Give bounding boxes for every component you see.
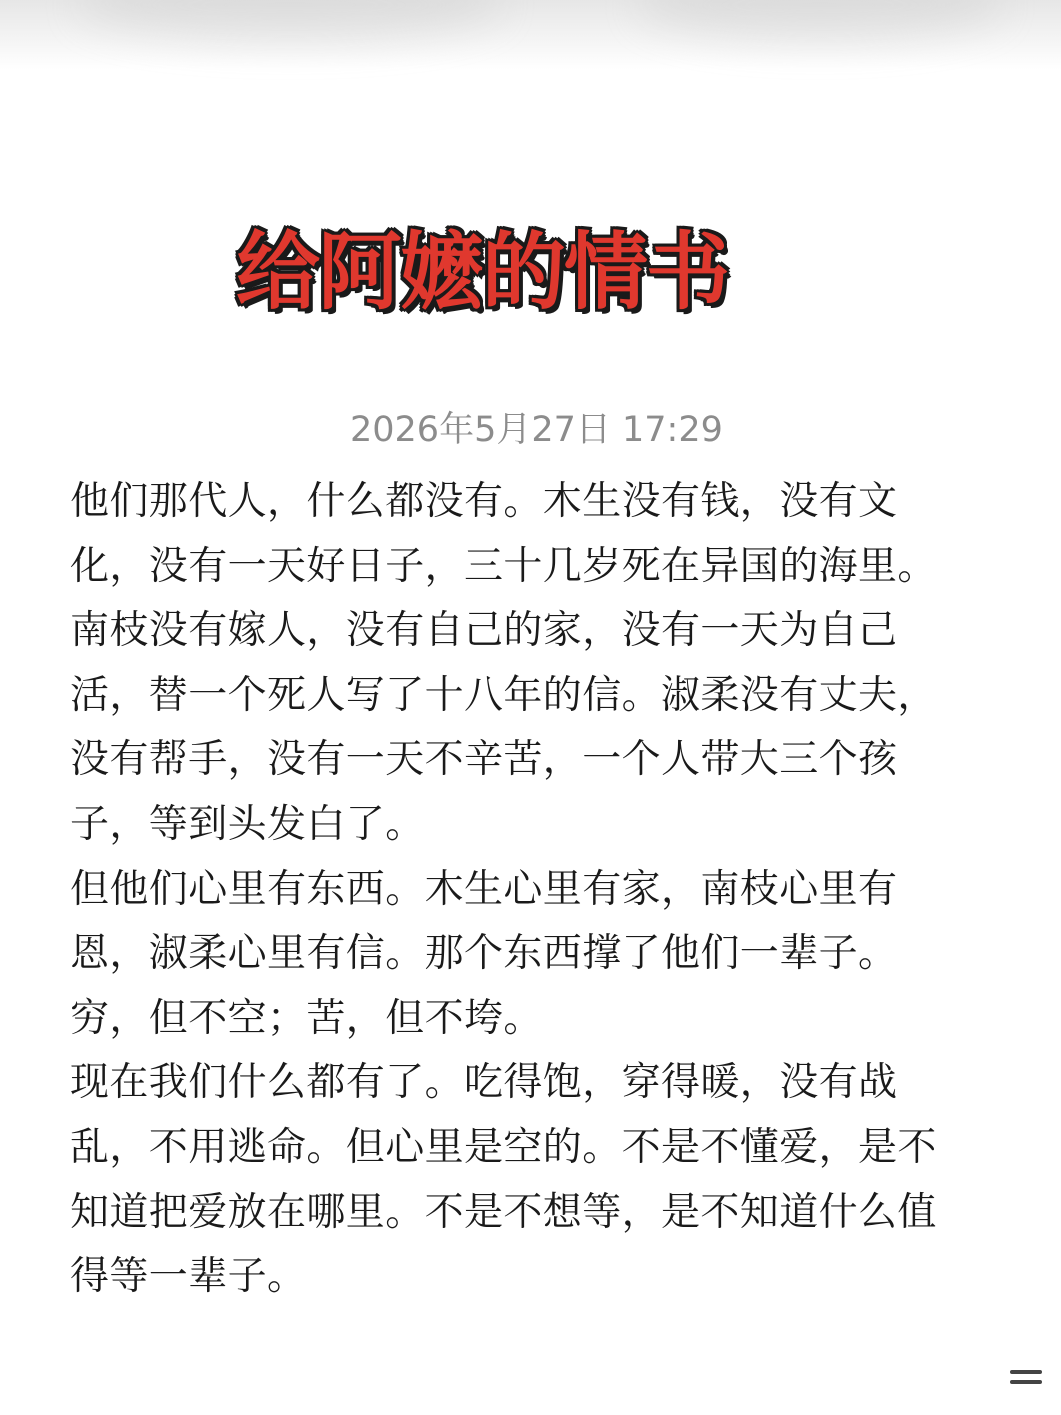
text-line: 化，没有一天好日子，三十几岁死在异国的海里。 (70, 543, 937, 589)
paragraph-3 (70, 1051, 990, 1309)
text-line: 得等一辈子。 (70, 1254, 307, 1300)
paragraph-2 (70, 858, 990, 1052)
text-line: 他们那代人，什么都没有。木生没有钱，没有文 (70, 479, 898, 524)
paragraph-1 (70, 470, 990, 858)
text-line: 现在我们什么都有了。吃得饱，穿得暖，没有战 (70, 1060, 898, 1106)
text-line: 活，替一个死人写了十八年的信。淑柔没有丈夫， (70, 672, 937, 718)
top-shadow (0, 0, 1061, 70)
post-timestamp: 2026年5月27日 17:29 (350, 410, 723, 450)
text-line: 恩，淑柔心里有信。那个东西撑了他们一辈子。 (70, 931, 898, 977)
article-body (70, 470, 990, 1310)
text-line: 但他们心里有东西。木生心里有家，南枝心里有 (70, 866, 898, 912)
text-line: 子，等到头发白了。 (70, 801, 425, 847)
menu-bar (1010, 1370, 1042, 1374)
text-line: 知道把爱放在哪里。不是不想等，是不知道什么值 (70, 1189, 937, 1235)
hamburger-menu-icon[interactable] (1010, 1366, 1050, 1402)
text-line: 乱，不用逃命。但心里是空的。不是不懂爱，是不 (70, 1124, 937, 1170)
text-line: 南枝没有嫁人，没有自己的家，没有一天为自己 (70, 608, 898, 654)
menu-bar (1010, 1380, 1042, 1384)
article-title: 给阿嬷的情书 (236, 223, 729, 321)
text-line: 穷，但不空；苦，但不垮。 (70, 995, 543, 1041)
text-line: 没有帮手，没有一天不辛苦，一个人带大三个孩 (70, 737, 898, 783)
